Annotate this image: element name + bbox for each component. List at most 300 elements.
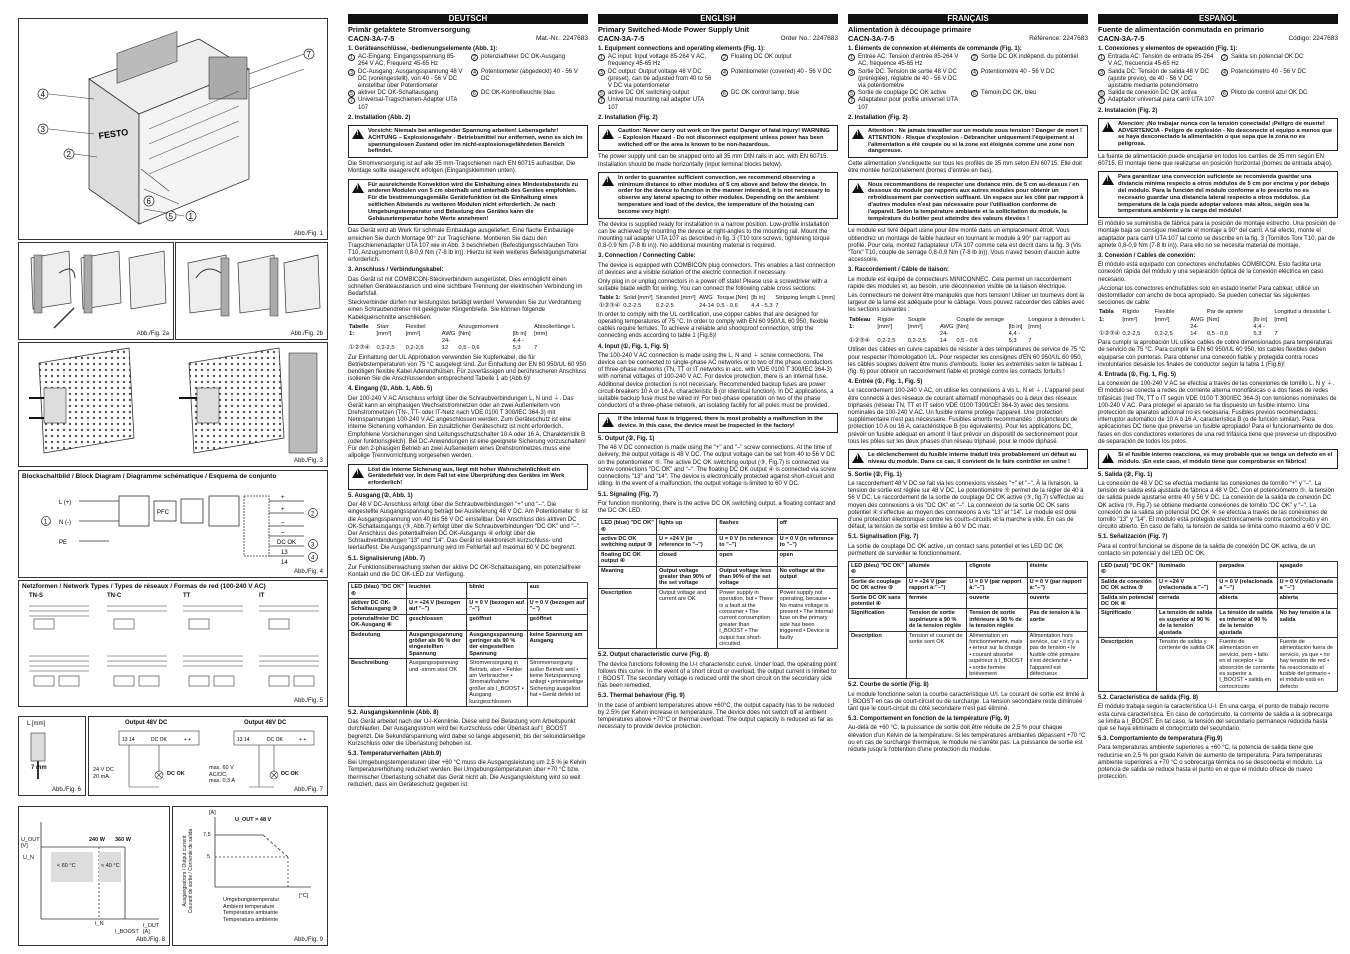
rail-adapter-illustration — [19, 343, 327, 466]
temperature-derating-curve — [173, 807, 327, 945]
led-table-row — [599, 534, 838, 550]
connection-item — [1098, 90, 1215, 97]
source-60v-label: max. 60 V AC/DC, max. 0,3 A — [209, 765, 235, 784]
item-number-badge: 4 — [971, 69, 978, 76]
section-5-1-heading: 5.1. Señalización (Fig. 7) — [1098, 534, 1168, 541]
section-5-heading: 5. Salida (②, Fig. 1) — [1098, 471, 1153, 478]
connection-item — [348, 97, 465, 111]
characteristic-paragraph: Das Gerät arbeitet nach der U-I-Kennlinie. Diese wird bei Belastung vom Arbeitspunkt durchlaufen. Der Ausgangsstrom wird bei Kurzschluss oder Überlast auf I_BOOST begrenzt. Die Sekundärspannung wird dabei so lange abgesenkt, bis der sekundärseitige Kurzschluss oder die Überlastung behoben ist. — [348, 719, 586, 747]
item-text: Potentiomètre 40 - 56 V DC — [981, 68, 1055, 75]
svg-text:13 14: 13 14 — [237, 737, 250, 743]
warning-text: In order to guarantee sufficient convection, we recommend observing a minimum distance to other modules of 5 cm above and below the device. In order for the device to function in the manner intended, it is not necessary to observe any lateral spacing to other modules. Depending on the ambient temperature and load of the device, the temperature of the housing can become very high! — [618, 174, 830, 215]
svg-text:L (+): L (+) — [59, 500, 72, 506]
connection-item — [721, 54, 838, 68]
axis-ambient-temperature-label: Umgebungstemperatur Ambient temperature Température ambiante Temperatura ambiente — [223, 897, 280, 923]
item-text: Adaptateur pour profilé universel UTA 107 — [858, 97, 958, 111]
power-240w-label: 240 W — [89, 837, 105, 843]
led-table-cell: Tension de sortie supérieure à 90 % de la tension réglée — [906, 609, 966, 631]
warning-text: Atención: ¡No trabajar nunca con la tensión conectada! ¡Peligro de muerte! ADVERTENCIA - Peligro de explosión - No desconecte el equipo a menos que se haya desconectado la alimentación o que sepa que la zona no es peligrosa. — [1118, 120, 1332, 148]
warning-text: Löst die interne Sicherung aus, liegt mit hoher Wahrscheinlichkeit ein Gerätedefekt vor. In dem Fall ist eine Überprüfung des Gerätes im Werk erforderlich! — [368, 466, 565, 487]
svg-text:FESTO: FESTO — [97, 126, 129, 141]
cable-table — [598, 295, 838, 309]
item-text: Sortie DC OK indépend. du potentiel — [981, 54, 1079, 61]
svg-text:+: + — [281, 495, 285, 501]
cable-table-row — [598, 303, 838, 310]
led-table-cell: closed — [656, 550, 716, 566]
led-table-cell: Bedeutung — [349, 630, 407, 659]
section-2-heading: 2. Instalación (Fig. 2) — [1098, 107, 1158, 114]
figure-5 — [18, 580, 328, 707]
device-illustration — [19, 19, 327, 239]
svg-text:13 14: 13 14 — [122, 737, 135, 743]
led-table-cell: parpadea — [1217, 561, 1277, 577]
led-table-cell: Output voltage less than 90% of the set voltage — [717, 566, 777, 588]
item-text: Floating DC OK output — [731, 54, 792, 61]
installation-paragraph: Die Stromversorgung ist auf alle 35 mm-Tragschienen nach EN 60715 aufrastbar. Die Montage sollte waagerecht erfolgen (Eingangsklemmen unten). — [348, 161, 576, 175]
connection-item — [471, 69, 588, 91]
cable-table-cell: 0,2-2,5 — [877, 338, 896, 345]
led-table-cell: U = 0 V (in reference to "–") — [717, 534, 777, 550]
svg-text:1: 1 — [188, 212, 193, 221]
cable-table-cell: 24-14 — [699, 302, 714, 309]
output-label-left: Output 48V DC — [125, 720, 168, 726]
ul-paragraph: Utiliser des câbles en cuivre capables de résister à des températures de service de 75 °C pour respecter l'homologation UL. Pour respecter les consignes d'EN 60 950/UL 60 950, les câbles souples doivent être munis d'embouts. Isoler les extrémités selon le tableau 1 (fig. 6) pour obtenir un raccordement fiable et protégé contre les contacts fortuits ! — [848, 347, 1086, 376]
cable-table — [1098, 309, 1338, 338]
connection-item — [598, 69, 715, 91]
section-4-heading: 4. Input (①, Fig. 1, Fig. 5) — [598, 343, 669, 350]
cable-table-header-cell: Abisolierlänge L [mm] — [534, 323, 576, 338]
cable-table-header-cell: Tabelle 1: — [349, 323, 369, 338]
connection-item — [1098, 69, 1215, 91]
led-table-cell: apagado — [1277, 561, 1337, 577]
order-number: Référence: 2247683 — [1029, 35, 1088, 42]
cable-table-header-cell: Torque [Nm] — [716, 295, 749, 302]
item-number-badge: 3 — [848, 69, 855, 76]
connection-item — [471, 54, 588, 68]
wire-strip-illustration — [19, 717, 85, 795]
section-1-heading: 1. Éléments de connexion et éléments de commande (Fig. 1): — [848, 46, 1022, 52]
warning-text: Caution: Never carry out work on live parts! Danger of fatal injury! WARNING – Explosion Hazard - Do not disconnect equipment unless power has been switched off or the area is known to be non-hazardous. — [618, 128, 830, 148]
item-number-badge: 7 — [848, 97, 855, 104]
figure-6 — [18, 716, 86, 796]
warning-text: Vorsicht: Niemals bei anliegender Spannung arbeiten! Lebensgefahr! ACHTUNG – Explosionsgefahr - Betriebsmittel nur entfernen, wenn es sich im spannungslosen Zustand oder im nicht-explosionsgefährdeten Bereich befindet. — [368, 128, 583, 155]
item-number-badge: 5 — [598, 90, 605, 97]
led-table-cell: U = +24 V (relacionada a "–") — [1156, 577, 1216, 593]
led-table-cell: U = 0 V (bezogen auf "–") — [467, 598, 527, 614]
section-5-3-heading: 5.3. Comportement en fonction de la température (Fig. 9) — [848, 716, 1010, 723]
connection-item — [348, 54, 465, 68]
section-5-2-heading: 5.2. Ausgangskennlinie (Abb. 8) — [348, 710, 439, 717]
led-table-cell: Beschreibung — [349, 659, 407, 707]
thermal-paragraph: Au-delà de +60 °C, la puissance de sortie doit être réduite de 2,5 % pour chaque élévation d'un Kelvin de la température. Si les températures ambiantes dépassent +70 °C ou en cas de surcharge thermique, le module ne s'arrête pas. La puissance de sortie est réduite jusqu'à l'obtention d'une protection du module. — [848, 725, 1086, 754]
tick-7-5: 7,5 — [203, 832, 211, 838]
warning-box-convection — [1098, 171, 1338, 218]
led-table-cell: LED (bleu) "DC OK" ⑥ — [849, 561, 907, 577]
section-2-heading: 2. Installation (Abb. 2) — [348, 114, 411, 121]
led-table-cell: geöffnet — [467, 614, 527, 630]
thermal-paragraph: In the case of ambient temperatures above +60°C, the output capacity has to be reduced by 2.5% per Kelvin increase in temperature. The device does not switch off at ambient temperatures above +70°C or thermal overload. The output capacity is reduced as far as necessary to provide device protection. — [598, 702, 835, 731]
led-table-row — [1099, 609, 1338, 638]
section-5-2-heading: 5.2. Característica de salida (Fig. 8) — [1098, 695, 1199, 702]
warning-icon — [352, 468, 364, 478]
led-table-cell: Description — [849, 631, 907, 679]
led-table-cell: aktiver DC OK-Schaltausgang ③ — [349, 598, 407, 614]
connection-paragraph: El módulo está equipado con conectores enchufables COMBICON. Esto facilita una conexión rápida del módulo y una separación óptica de la conexión eléctrica en caso necesario. — [1098, 262, 1324, 283]
led-table-cell: Ausgangsspannung größer als 90 % der eingestellten Spannung — [406, 630, 466, 659]
signaling-paragraph: Para el control funcional se dispone de la salida de conexión DC OK activa, de un contacto sin potencial y del LED DC OK. — [1098, 543, 1316, 557]
led-table-cell: Significado — [1099, 609, 1157, 638]
section-2-heading: 2. Installation (Fig. 2) — [848, 114, 908, 121]
product-model-row — [1098, 34, 1338, 43]
signaling-circuit-diagram — [89, 717, 327, 795]
figure-4-caption: Abb./Fig. 4 — [293, 569, 323, 575]
item-number-badge: 2 — [471, 54, 478, 61]
figure-4-title: Blockschaltbild / Block Diagram / Diagramme schématique / Esquema de conjunto — [22, 473, 277, 480]
figure-7-caption: Abb./Fig. 7 — [293, 787, 323, 793]
axis-iboost-label: I_BOOST — [115, 929, 139, 935]
item-text: DC OK-Kontrollleuchte blau — [481, 90, 555, 97]
led-table-cell: Salida de conexión DC OK activa ③ — [1099, 577, 1157, 593]
figure-4 — [18, 470, 328, 578]
led-table-row — [849, 593, 1088, 609]
installation-paragraph: La fuente de alimentación puede encajarse en todos los carriles de 35 mm según EN 60715. El montaje tiene que realizarse en posición horizontal (bornes de entrada abajo). — [1098, 154, 1333, 168]
section-3-heading: 3. Conexión / Cables de conexión: — [1098, 253, 1196, 260]
network-type-tn-c: TN-C — [107, 593, 122, 599]
led-table-cell: Signification — [849, 609, 907, 631]
item-text: Entrada AC: Tensión de entrada 85-264 V AC, frecuencia 45-65 Hz — [1108, 54, 1214, 68]
cable-table-header-cell: Souple [mm²] — [907, 316, 926, 330]
cable-table-cell: 24-12 — [441, 338, 451, 352]
axis-uout-label: U_OUT [V] — [21, 837, 40, 849]
svg-text:2: 2 — [311, 511, 315, 518]
led-table-row — [849, 631, 1088, 679]
led-table-cell: U = 0 V (relacionada a "–") — [1217, 577, 1277, 593]
figure-9 — [172, 806, 328, 946]
led-table-cell: La tensión de salida es superior al 90 % de la tensión ajustada — [1156, 609, 1216, 638]
language-header: DEUTSCH — [348, 14, 588, 24]
figure-1 — [18, 18, 328, 240]
axis-output-current-label: Ausgangsstrom / Output current Courant de sortie / Corriente de salida — [182, 828, 194, 914]
ul-paragraph: Zur Einhaltung der UL Approbation verwenden Sie Kupferkabel, die für Betriebstemperaturen von 75 °C ausgelegt sind. Zur Einhaltung der EN 60 950/UL 60 950 benötigen flexible Kabel Aderendhülsen. Für zuverlässigen und berührsicheren Anschluss isolieren Sie die Anschlussenden entsprechend Tabelle 1 ab (Abb.6)! — [348, 354, 587, 383]
signaling-paragraph: La sortie de couplage DC OK active, un contact sans potentiel et les LED DC OK permettent de surveiller le fonctionnement. — [848, 543, 1064, 557]
led-table-cell: U = 0 V (in reference to "–") — [777, 534, 837, 550]
led-table-cell: ouverte — [967, 593, 1027, 609]
connection-item — [348, 69, 465, 91]
svg-text:14: 14 — [281, 560, 288, 566]
cable-table-header-cell: [lb in] — [751, 295, 766, 302]
warning-text: Nous recommandons de respecter une distance min. de 5 cm au-dessus / en dessous du module par rapports aux autres modules pour obtenir un refroidissement par convection suffisant. Un espace sur les côté par rapport à d'autres modules n'est pas nécessaire pour l'utilisation conforme de l'appareil. Selon la température ambiante et la sollicitation du module, la température du boîtier peut atteindre des valeurs élevées ! — [868, 181, 1084, 222]
cable-table-cell: 7 — [775, 302, 779, 309]
connection-item — [971, 90, 1088, 97]
mounting-paragraph: The device is supplied ready for installation in a narrow position. Low-profile installation can be achieved by mounting the device at right-angles to the mounting rail. Mount the mounting rail adapter UTA 107 as described in fig. 3 (T10 torx screws, tightening torque 0.8-0.9 Nm (7-8 lb in)). No additional mounting material is required. — [598, 221, 830, 250]
section-4-heading: 4. Entrada (①, Fig. 1, Fig. 5) — [1098, 372, 1177, 379]
connection-item — [971, 54, 1088, 68]
svg-text:13: 13 — [281, 550, 288, 556]
connector-paragraph: ¡Accionar los conectores enchufables solo en estado inerte! Para cablear, utilice un destornillador con ancho de boca apropiado. Se pueden conectar las siguientes secciones de cable: — [1098, 285, 1320, 307]
section-3-heading: 3. Connection / Connecting Cable: — [598, 253, 696, 260]
item-number-badge: 1 — [848, 54, 855, 61]
product-model-row — [598, 34, 838, 43]
figure-3-caption: Abb./Fig. 3 — [293, 458, 323, 464]
led-table-cell: No hay tensión a la salida — [1277, 609, 1337, 638]
led-status-table — [848, 561, 1088, 680]
led-table-row — [599, 566, 838, 588]
section-1-heading: 1. Geräteanschlüsse, -bedienungselemente (Abb. 1): — [348, 46, 498, 52]
led-table-cell: LED (blue) "DC OK" ⑥ — [599, 519, 657, 535]
signaling-paragraph: Zur Funktionsüberwachung stehen der aktive DC OK-Schaltausgang, ein potenzialfreier Kontakt und die DC OK-LED zur Verfügung. — [348, 564, 582, 578]
led-table-cell: Tensión de salida y corriente de salida OK — [1156, 637, 1216, 691]
warning-icon — [1102, 175, 1114, 185]
item-text: active DC OK switching output — [608, 90, 690, 97]
section-3-heading: 3. Raccordement / Câble de liaison: — [848, 267, 950, 274]
connection-item — [1221, 90, 1338, 97]
item-number-badge: 1 — [598, 54, 605, 61]
figure-2b — [175, 242, 328, 340]
block-diagram — [19, 471, 327, 577]
cable-table-row — [348, 338, 588, 352]
cable-table-cell: 24-14 — [939, 331, 949, 345]
cable-table-header-cell: Tableau 1: — [849, 316, 871, 330]
led-status-table — [1098, 561, 1338, 692]
led-table-cell: lights up — [656, 519, 716, 535]
led-table-cell: Pas de tension à la sortie — [1027, 609, 1087, 631]
cable-table-header-cell: AWG — [939, 323, 954, 330]
item-number-badge: 3 — [598, 69, 605, 76]
cable-table-cell: 0,2-2,5 — [405, 345, 424, 352]
led-table-cell: Output voltage and current are OK — [656, 588, 716, 649]
characteristic-paragraph: El módulo trabaja según la característica U-I. En una carga, el punto de trabajo recorre esta curva característica. En caso de cortocircuito, la corriente de salida a la sobrecarga se limita a I_BOOST. En tal caso, la tensión del secundario permanece reducida hasta que se haya eliminado el cortocircuito del secundario. — [1098, 704, 1333, 733]
warning-icon — [852, 183, 864, 193]
led-table-row — [349, 630, 588, 659]
warning-icon — [602, 417, 614, 427]
product-title: Primary Switched-Mode Power Supply Unit — [598, 25, 750, 34]
cable-table-cell: 7 — [534, 345, 538, 352]
connection-item — [848, 69, 965, 91]
led-table-cell: floating DC OK output ④ — [599, 550, 657, 566]
connection-item — [971, 69, 1088, 91]
led-table-row — [349, 583, 588, 599]
figure-9-caption: Abb./Fig. 9 — [293, 937, 323, 943]
connection-item — [598, 90, 715, 97]
item-number-badge: 2 — [971, 54, 978, 61]
led-table-cell: Description — [599, 588, 657, 649]
item-number-badge: 4 — [721, 69, 728, 76]
cable-table-cell: 24-14 — [1190, 323, 1199, 338]
led-table-row — [349, 659, 588, 707]
warning-text: Para garantizar una convección suficiente se recomienda guardar una distancia mínima respecto a otros módulos de 5 cm por encima y por debajo del módulo. Para la función del módulo conforme a lo prescrito no es necesario guardar una distancia lateral respecto a otros módulos. ¡La temperatura de la caja puede adoptar valores más altos, según sea la temperatura ambiente y la carga del módulo! — [1118, 174, 1330, 215]
led-table-cell: open — [717, 550, 777, 566]
axis-iout-label: I_OUT [A] — [143, 923, 160, 935]
led-table-cell: Power supply not operating, because • No mains voltage is present • The internal fuse on the primary side has been triggered • Device is faulty — [777, 588, 837, 649]
led-table-cell: geöffnet — [527, 614, 587, 630]
svg-text:7: 7 — [306, 50, 311, 59]
axis-a-unit: [A] — [209, 810, 216, 816]
warning-icon — [1102, 453, 1114, 463]
cable-table-header — [348, 324, 588, 338]
language-header: ENGLISH — [598, 14, 838, 24]
product-title: Fuente de alimentación conmutada en primario — [1098, 25, 1264, 34]
power-360w-label: 360 W — [115, 837, 131, 843]
item-number-badge: 7 — [1098, 97, 1105, 104]
warning-text: Attention : Ne jamais travailler sur un module sous tension ! Danger de mort ! ATTENTION - Risque d'explosion - Débrancher uniquement l'équipement si l'alimentation a été coupée ou si la zone est éloignée comme une zone non dangereuse. — [868, 128, 1082, 155]
temp-40-label: < 40 °C — [101, 863, 120, 869]
warning-box-caution — [348, 125, 588, 158]
led-table-cell: Power supply in operation, but • There is a fault at the consumer • The current consumption greater than I_BOOST • The output has short-circuited — [717, 588, 777, 649]
item-number-badge: 5 — [1098, 90, 1105, 97]
svg-text:–: – — [281, 530, 285, 536]
product-model: CACN-3A-7-5 — [848, 34, 895, 43]
led-table-cell: Descripción — [1099, 637, 1157, 691]
output-paragraph: Le raccordement 48 V DC se fait via les connexions vissées "+" et "–". À la livraison, la tension de sortie est réglée sur 48 V DC. Le potentiomètre ⑤ permet de la régler de 40 à 56 V DC. Le raccordement de la sortie de couplage DC OK active (③, fig.7) s'effectue au moyen des connexions à vis "DC OK" et "–". La connexion de la sortie DC OK sans potentiel ④ s'effectue au moyen des connexions à vis "13" et "14". Le module est doté d'une protection électronique contre les courts-circuits et la marche à vide. En cas de défaut, la tension de sortie est limitée à 60 V DC max. — [848, 480, 1084, 531]
led-table-cell: Tension et courant de sortie sont OK — [906, 631, 966, 679]
led-table-row — [1099, 593, 1338, 609]
section-1-heading: 1. Conexiones y elementos de operación (Fig. 1): — [1098, 46, 1238, 52]
led-table-cell: No voltage at the output — [777, 566, 837, 588]
cable-table-header-cell: AWG — [1190, 316, 1204, 323]
axis-un-label: U_N — [23, 855, 35, 861]
svg-text:+: + — [281, 507, 285, 513]
output-paragraph: La conexión de 48 V DC se efectúa mediante las conexiones de tornillo "+" y "–". La tensión de salida está ajustada de fábrica a 48 V DC. Con el potenciómetro ⑤, la tensión de salida puede ajustarse entre 40 y 56 V DC. La conexión de la salida de conexión DC OK activa (③, Fig.7) se obtiene mediante conexiones de tornillo "DC OK" y "–". La conexión de la salida sin potencial DC OK ④ se efectúa a través de las conexiones de tornillo "13" y "14". El módulo está protegido electrónicamente contra cortocircuito y en circuito abierto. En caso de fallo, la tensión de salida se limita como máximo a 60 V DC. — [1098, 480, 1335, 531]
led-table-row — [1099, 561, 1338, 577]
svg-text:N (-): N (-) — [59, 520, 71, 526]
cable-table-header-cell: Flexibel [mm²] — [405, 323, 426, 338]
led-table-cell: abierta — [1217, 593, 1277, 609]
item-number-badge: 6 — [721, 90, 728, 97]
figure-5-caption: Abb./Fig. 5 — [293, 698, 323, 704]
item-text: Universal mounting rail adapter UTA 107 — [608, 97, 704, 111]
language-column-0 — [348, 14, 588, 946]
led-table-cell: Output voltage greater than 90% of the set voltage — [656, 566, 716, 588]
connector-paragraph: Steckverbinder dürfen nur leistungslos betätigt werden! Verwenden Sie zur Verdrahtung einen Schraubendreher mit geeigneter Klingenbreite. Sie können folgende Kabelquerschnitte anschließen: — [348, 300, 581, 321]
cable-table-cell: 0.2-2.5 — [623, 302, 642, 309]
led-table-cell: off — [777, 519, 837, 535]
led-table-cell: U = 0 V (bezogen auf "–") — [527, 598, 587, 614]
installation-paragraph: Cette alimentation s'encliquette sur tous les profilés de 35 mm selon EN 60715. Elle doit être montée horizontalement (bornes d'entrée en bas). — [848, 161, 1082, 175]
led-table-cell: Alimentation hors service, car • il n'y a pas de tension • le fusible côté primaire s'est déclenché • l'appareil est défectueux — [1027, 631, 1087, 679]
section-2-heading: 2. Installation (Fig. 2) — [598, 114, 658, 121]
section-5-heading: 5. Output (②, Fig. 1) — [598, 436, 655, 443]
network-type-diagrams — [19, 581, 327, 706]
led-table-cell: open — [777, 550, 837, 566]
cable-table-header-cell: Longueur à dénuder L [mm] — [1028, 316, 1086, 330]
warning-icon — [1102, 122, 1114, 132]
order-number: Código: 2247683 — [1288, 35, 1338, 42]
led-table-cell: Alimentation en fonctionnement, mais • erreur sur la charge • courant absorbé supérieur à I_BOOST • sortie fermée brièvement — [967, 631, 1027, 679]
language-header: FRANÇAIS — [848, 14, 1088, 24]
connection-items-list — [1098, 54, 1338, 104]
thermal-paragraph: Para temperaturas ambiente superiores a +60 °C, la potencia de salida tiene que reducirse en 2,5 % por grado Kelvin de aumento de temperatura. Para temperaturas ambiente superiores a +70 °C o sobrecarga térmica no se desconecta el módulo. La potencia de salida se reduce hasta el punto en el que el módulo ofrece de nuevo protección. — [1098, 745, 1323, 781]
cable-table-cell: 7 — [1274, 331, 1278, 338]
product-model: CACN-3A-7-5 — [1098, 34, 1145, 43]
cable-table-header — [598, 295, 838, 302]
item-text: Potentiometer (abgedeckt) 40 - 56 V DC — [481, 68, 578, 82]
item-text: Témoin DC OK, bleu — [981, 90, 1037, 97]
item-text: Sortie de couplage DC OK active — [858, 90, 947, 97]
warning-box-caution — [848, 125, 1088, 158]
cable-table-cell: 4.4 - 5.3 — [751, 302, 773, 309]
product-model-row — [348, 34, 588, 43]
section-1-heading: 1. Equipment connections and operating elements (Fig. 1): — [598, 46, 766, 52]
item-number-badge: 2 — [1221, 54, 1228, 61]
led-table-cell: cerrada — [1156, 593, 1216, 609]
characteristic-paragraph: Le module fonctionne selon la courbe caractéristique U/I. Le courant de sortie est limité à I_BOOST en cas de court-circuit ou de surcharge. La tension secondaire reste diminuée tant que le court-circuit du côté secondaire n'est pas éliminé. — [848, 691, 1085, 713]
warning-text: If the internal fuse is triggered, there is most probably a malfunction in the device. In this case, the device must be inspected in the factory! — [618, 416, 823, 430]
cable-table-cell: 0.2-2.5 — [655, 302, 674, 309]
product-title: Alimentation à découpage primaire — [848, 25, 972, 34]
output-paragraph: The 48 V DC connection is made using the "+" and "–" screw connections. At the time of delivery, the output voltage is 48 V DC. The output voltage can be set from 40 to 56 V DC on the potentiometer ⑤. The active DC OK switching output (③, Fig.7) is connected via screw connections "DC OK" and "–". The floating DC OK output ④ is connected via screw connections "13" and "14". The device is electronically protected against short-circuit and idling. In the event of a malfunction, the output voltage is limited to 60 V DC. — [598, 445, 836, 488]
product-title: Primär getaktete Stromversorgung — [348, 25, 470, 34]
led-table-cell: Fuente de alimentación en servicio, pero • fallo en el receptor • la absorción de corriente es superior a I_BOOST • salida en cortocircuito — [1217, 637, 1277, 691]
led-table-cell: potenzialfreier DC OK-Ausgang ④ — [349, 614, 407, 630]
item-number-badge: 3 — [1098, 69, 1105, 76]
svg-text:PE: PE — [59, 540, 68, 546]
svg-text:5: 5 — [168, 212, 173, 221]
item-text: AC input: Input voltage 85-264 V AC, frequency 45-65 Hz — [608, 54, 707, 68]
item-text: Salida DC: Tensión de salida 48 V DC (ajuste previo), de 40 - 56 V DC ajustable mediante potenciómetro — [1108, 68, 1209, 90]
led-table-cell: leuchtet — [406, 583, 466, 599]
uout-48v-label: U_OUT = 48 V — [235, 817, 272, 823]
signaling-paragraph: For function monitoring, there is the active DC OK switching output, a floating contact and the DC OK LED. — [598, 500, 836, 514]
section-4-heading: 4. Eingang (①, Abb. 1, Abb. 5) — [348, 386, 433, 393]
led-table-cell: geschlossen — [406, 614, 466, 630]
mounting-paragraph: Das Gerät wird ab Werk für schmale Einbaulage ausgeliefert. Eine flache Einbaulage erreichen Sie durch Montage 90° zur Tragschiene. Montieren Sie dazu den Tragschienenadapter UTA 107 wie in Abb. 3 beschrieben (Befestigungsschrauben Torx T10, Anzugsmoment 0,8-0,9 Nm (7-8 lb in)). Hierzu ist kein weiteres Befestigungsmaterial erforderlich. — [348, 228, 587, 264]
item-text: DC-Ausgang: Ausgangsspannung 48 V DC (voreingestellt), von 40 - 56 V DC einstellbar über Potentiometer — [358, 68, 463, 90]
item-text: Potenciómetro 40 - 56 V DC — [1231, 68, 1307, 75]
led-table-cell: U = +24 V (par rapport à:"–") — [906, 577, 966, 593]
led-table-row — [599, 519, 838, 535]
cable-table-cell: ①②③④ — [599, 302, 620, 309]
cable-table-cell: 0,2-2,5 — [1122, 331, 1141, 338]
section-5-heading: 5. Ausgang (②, Abb. 1) — [348, 492, 413, 499]
connection-item — [1221, 69, 1338, 91]
cable-table-cell: ①②③④ — [849, 338, 870, 345]
source-24v-label: 24 V DC 20 mA — [93, 767, 114, 780]
cable-table — [348, 324, 588, 353]
led-table-row — [1099, 637, 1338, 691]
item-text: Salida de conexión DC OK activa — [1108, 90, 1197, 97]
svg-text:–: – — [281, 520, 285, 526]
cable-table-cell: ①②③④ — [1099, 331, 1120, 338]
cable-table-header-cell: AWG — [699, 295, 713, 302]
cable-table-header-cell: Stripping length L [mm] — [775, 295, 835, 302]
led-table-cell: U = 0 V (relacionada a "–") — [1277, 577, 1337, 593]
language-column-1 — [598, 14, 838, 946]
item-text: Adaptador universal para carril UTA 107 — [1108, 97, 1215, 104]
item-text: aktiver DC OK-Schaltausgang — [358, 90, 439, 97]
svg-text:+ +: + + — [299, 737, 307, 743]
section-5-1-heading: 5.1. Signalisierung (Abb. 7) — [348, 555, 426, 562]
connection-paragraph: Le module est équipé de connecteurs MINICONNEC. Cela permet un raccordement rapide des modules et, au besoin, une déconnexion visible de la liaison électrique. — [848, 276, 1072, 290]
led-table-cell: Fuente de alimentación fuera de servicio, ya que • no hay tensión de red • ha reaccionado el fusible del primario • el módulo está en defecto — [1277, 637, 1337, 691]
section-5-3-heading: 5.3. Temperaturverhalten (Abb.9) — [348, 751, 442, 758]
cable-table-header-cell: Anzugsmoment [Nm] — [458, 323, 499, 338]
section-4-heading: 4. Entrée (①, Fig. 1, Fig. 5) — [848, 379, 923, 386]
led-table-cell: abierta — [1277, 593, 1337, 609]
mounting-paragraph: Le module est livré départ usine pour être monté dans un emplacement étroit. Vous obtiendrez un montage de faible hauteur en tournant le module à 90° par rapport au profilé. Pour cela, montez l'adaptateur UTA 107 comme cela est décrit dans la fig. 3 (Vis "Torx" T10, couple de serrage 0,8-0,9 Nm (7-8 lb in)). Vous n'avez besoin d'aucun autre accessoire. — [848, 228, 1082, 264]
network-type-tn-s: TN-S — [29, 593, 43, 599]
item-number-badge: 6 — [971, 90, 978, 97]
svg-text:DC OK: DC OK — [267, 737, 283, 743]
section-5-1-heading: 5.1. Signalisation (Fig. 7) — [848, 534, 919, 541]
cable-table-header — [848, 317, 1088, 331]
cable-table — [848, 317, 1088, 346]
order-number: Mat.-Nr.: 2247683 — [535, 35, 588, 42]
mounting-illustration-2b — [176, 243, 327, 339]
connection-paragraph: The device is equipped with COMBICON plug connectors. This enables a fast connection of devices and a visible isolation of the electric connection if necessary. — [598, 262, 836, 276]
item-number-badge: 4 — [471, 69, 478, 76]
dc-ok-label-right: DC OK — [281, 771, 299, 777]
cable-table-header-cell: Flexible [mm²] — [1154, 309, 1175, 323]
